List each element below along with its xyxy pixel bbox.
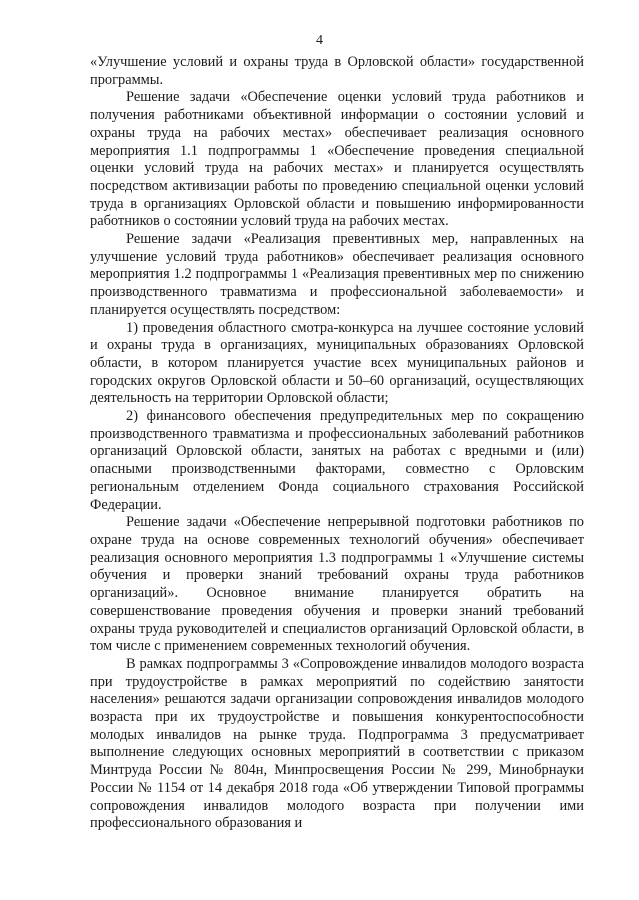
page-number: 4 — [316, 33, 323, 48]
paragraph-task-assessment: Решение задачи «Обеспечение оценки условий труда работников и получения работниками объективной информации о состоянии условий и охраны труда на рабочих местах» обеспечивает реализация основного мероприятия 1.1 подпрограммы 1 «Обеспечение проведения специальной оценки условий труда на рабочих местах» и планируется осуществлять посредством активизации работы по проведению специальной оценки условий труда в организациях Орловской области и повышению информированности работников о состоянии условий труда на рабочих местах. — [90, 89, 584, 230]
paragraph-continuation: «Улучшение условий и охраны труда в Орловской области» государственной программы. — [90, 54, 584, 88]
document-body — [90, 54, 584, 833]
paragraph-task-preventive: Решение задачи «Реализация превентивных мер, направленных на улучшение условий труда работников» обеспечивает реализация основного мероприятия 1.2 подпрограммы 1 «Реализация превентивных мер по снижению производственного травматизма и профессиональной заболеваемости» и планируется осуществлять посредством: — [90, 231, 584, 318]
paragraph-subprogram-3: В рамках подпрограммы 3 «Сопровождение инвалидов молодого возраста при трудоустройстве в рамках мероприятий по содействию занятости населения» решаются задачи организации сопровождения инвалидов молодого возраста при их трудоустройстве и повышения конкурентоспособности молодых инвалидов на рынке труда. Подпрограмма 3 предусматривает выполнение следующих основных мероприятий в соответствии с приказом Минтруда России № 804н, Минпросвещения России № 299, Минобрнауки России № 1154 от 14 декабря 2018 года «Об утверждении Типовой программы сопровождения инвалидов молодого возраста при получении ими профессионального образования и — [90, 655, 584, 832]
paragraph-item-2: 2) финансового обеспечения предупредительных мер по сокращению производственного травматизма и профессиональных заболеваний работников организаций Орловской области, занятых на работах с вредными и (или) опасными производственными факторами, совместно с Орловским региональным отделением Фонда социального страхования Российской Федерации. — [90, 408, 584, 513]
paragraph-task-training: Решение задачи «Обеспечение непрерывной подготовки работников по охране труда на основе современных технологий обучения» обеспечивает реализация основного мероприятия 1.3 подпрограммы 1 «Улучшение системы обучения и проверки знаний требований охраны труда работников организаций». Основное внимание планируется обратить на совершенствование проведения обучения и проверки знаний требований охраны труда руководителей и специалистов организаций Орловской области, в том числе с применением современных технологий обучения. — [90, 514, 584, 655]
paragraph-item-1: 1) проведения областного смотра-конкурса на лучшее состояние условий и охраны труда в организациях, муниципальных образованиях Орловской области, в котором планируется участие всех муниципальных районов и городских округов Орловской области и 50–60 организаций, осуществляющих деятельность на территории Орловской области; — [90, 319, 584, 407]
